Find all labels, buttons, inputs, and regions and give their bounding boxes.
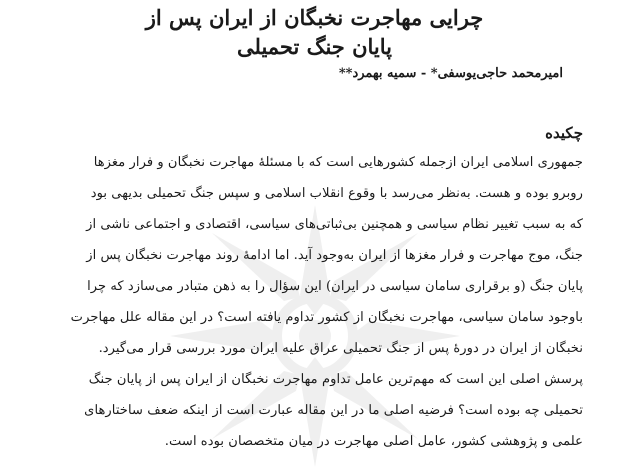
abstract-line: باوجود سامان سیاسی، مهاجرت نخبگان از کشور تداوم یافته است؟ در این مقاله علل مهاجرت xyxy=(70,310,583,325)
paper-title-line-1: چرایی مهاجرت نخبگان از ایران پس از xyxy=(145,5,484,30)
abstract-line: جنگ، موج مهاجرت و فرار مغزها از ایران به‌وجود آید. اما ادامهٔ روند مهاجرت نخبگان پس از xyxy=(86,248,583,263)
abstract-line: علمی و پژوهشی کشور، عامل اصلی مهاجرت در میان متخصصان بوده است. xyxy=(164,434,583,449)
paper-title-line-2: پایان جنگ تحمیلی xyxy=(237,34,392,59)
abstract-heading: چکیده xyxy=(545,124,583,142)
abstract-line: پایان جنگ (و برقراری سامان سیاسی در ایران) این سؤال را به ذهن متبادر می‌سازد که چرا xyxy=(87,279,583,294)
abstract-line: که به سبب تغییر نظام سیاسی و همچنین بی‌ثباتی‌های سیاسی، اقتصادی و اجتماعی ناشی از xyxy=(86,217,583,232)
abstract-line: پرسش اصلی این است که مهم‌ترین عامل تداوم مهاجرت نخبگان از ایران پس از پایان جنگ xyxy=(88,372,583,387)
abstract-line: جمهوری اسلامی ایران ازجمله کشورهایی است که با مسئلهٔ مهاجرت نخبگان و فرار مغزها xyxy=(93,155,583,170)
abstract-line: روبرو بوده و هست. به‌نظر می‌رسد با وقوع انقلاب اسلامی و سپس جنگ تحمیلی بدیهی بود xyxy=(90,186,583,201)
author-names: امیرمحمد حاجی‌یوسفی* - سمیه بهمرد** xyxy=(338,66,563,81)
abstract-line: نخبگان از ایران در دورهٔ پس از جنگ تحمیلی عراق علیه ایران مورد بررسی قرار می‌گیرد. xyxy=(98,341,583,356)
abstract-line: تحمیلی چه بوده است؟ فرضیه اصلی ما در این مقاله عبارت است از اینکه ضعف ساختارهای xyxy=(84,403,583,418)
watermark-emblem xyxy=(170,205,460,467)
